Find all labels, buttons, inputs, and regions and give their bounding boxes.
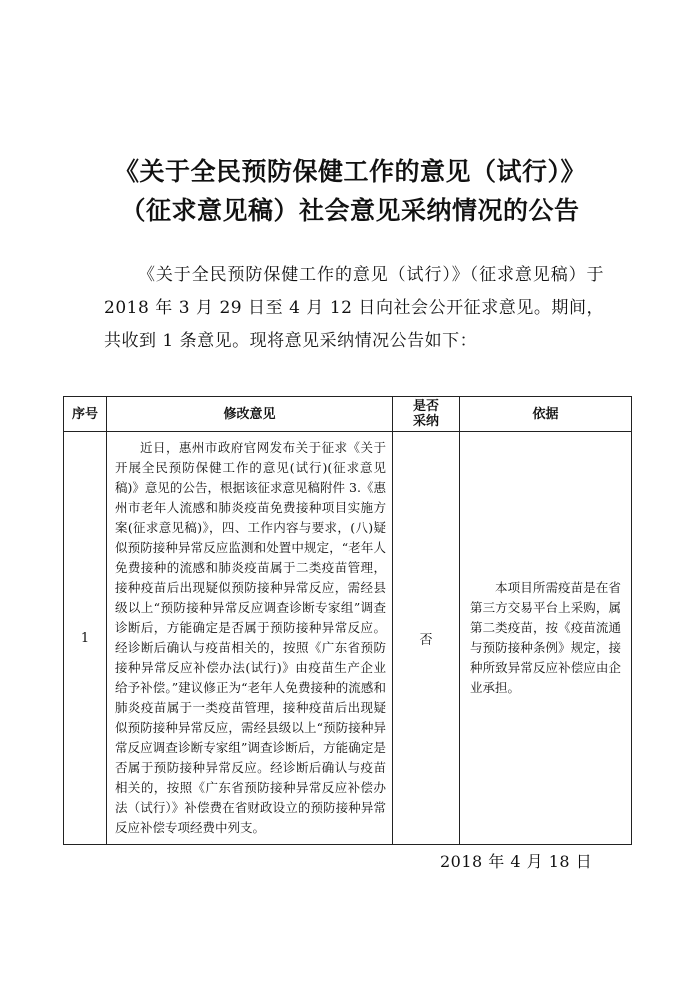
document-title-line-1: 《关于全民预防保健工作的意见（试行）》 [113,157,586,186]
opinion-table [63,396,632,845]
publish-date: 2018 年 4 月 18 日 [440,852,593,871]
header-adopted [393,397,460,432]
row-adopted: 否 [393,432,460,845]
row-opinion: 近日，惠州市政府官网发布关于征求《关于开展全民预防保健工作的意见(试行)(征求意见稿)》意见的公告，根据该征求意见稿附件 3.《惠州市老年人流感和肺炎疫苗免费接种项目实施方案(征求意见稿)》，四、工作内容与要求，(八)疑似预防接种异常反应监测和处置中规定，“老年人免费接种的流感和肺炎疫苗属于二类疫苗管理，接种疫苗后出现疑似预防接种异常反应，需经县级以上“预防接种异常反应调查诊断专家组”调查诊断后，方能确定是否属于预防接种异常反应。经诊断后确认与疫苗相关的，按照《广东省预防接种异常反应补偿办法(试行)》由疫苗生产企业给予补偿。”建议修正为“老年人免费接种的流感和肺炎疫苗属于一类疫苗管理，接种疫苗后出现疑似预防接种异常反应，需经县级以上“预防接种异常反应调查诊断专家组”调查诊断后，方能确定是否属于预防接种异常反应。经诊断后确认与疫苗相关的，按照《广东省预防接种异常反应补偿办法（试行）》补偿费在省财政设立的预防接种异常反应补偿专项经费中列支。 [107,432,393,845]
table-row [64,432,632,845]
table-header-row [64,397,632,432]
row-basis: 本项目所需疫苗是在省第三方交易平台上采购，属第二类疫苗，按《疫苗流通与预防接种条例》规定，接种所致异常反应补偿应由企业承担。 [460,432,632,845]
row-no: 1 [64,432,107,845]
header-basis: 依据 [460,397,632,432]
header-adopted-text: 是否采纳 [413,399,440,429]
document-title-line-2: （征求意见稿）社会意见采纳情况的公告 [120,196,580,225]
header-no: 序号 [64,397,107,432]
header-opinion: 修改意见 [107,397,393,432]
intro-paragraph: 《关于全民预防保健工作的意见（试行）》（征求意见稿）于 2018 年 3 月 29 日至 4 月 12 日向社会公开征求意见。期间，共收到 1 条意见。现将意见采纳情况公告如下： [104,265,604,351]
